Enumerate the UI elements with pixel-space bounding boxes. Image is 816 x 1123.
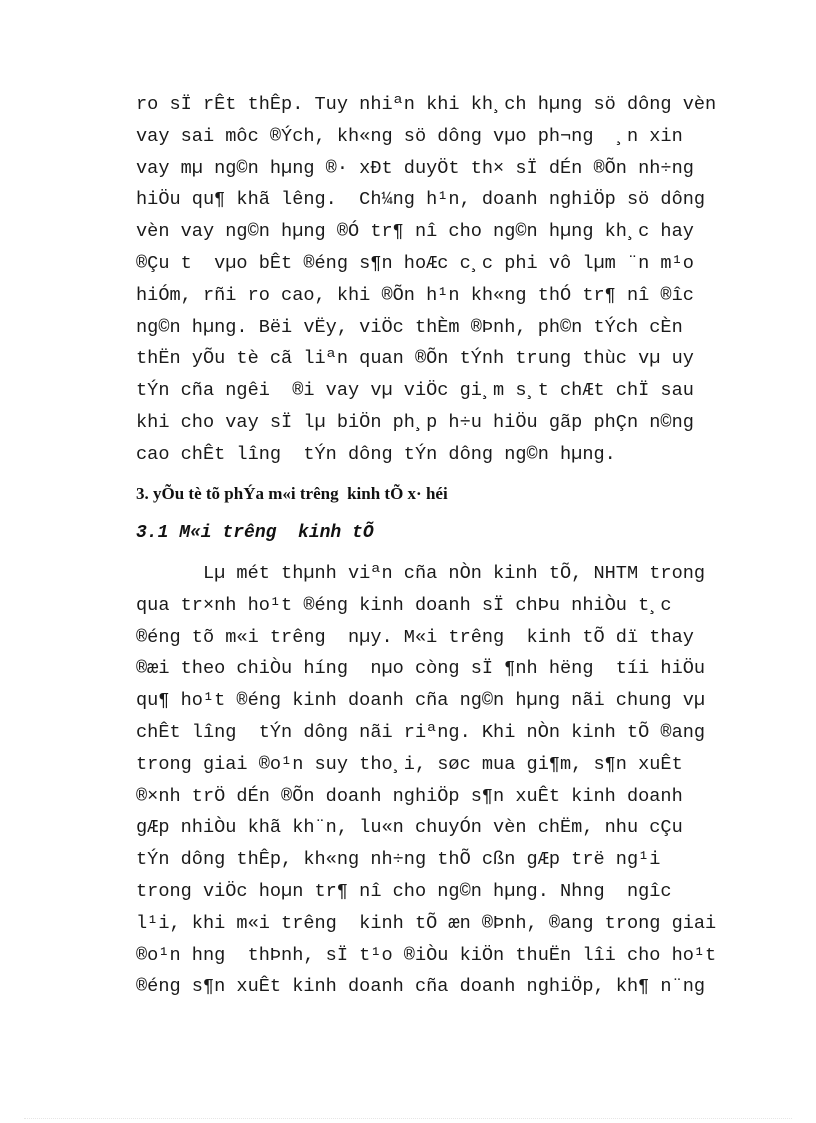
text-line: ng©n hµng. Bëi vËy, viÖc thÈm ®Þnh, ph©n tÝch cÈn — [136, 316, 683, 338]
text-line: qu¶ ho¹t ®éng kinh doanh cña ng©n hµng nãi chung vµ — [136, 690, 706, 712]
text-line: qua tr×nh ho¹t ®éng kinh doanh sÏ chÞu nhiÒu t¸c — [136, 594, 672, 616]
text-line: cao chÊt lîng tÝn dông tÝn dông ng©n hµng. — [136, 443, 616, 465]
text-line: l¹i, khi m«i trêng kinh tÕ æn ®Þnh, ®ang trong giai — [136, 912, 717, 934]
text-line: ®o¹n hng thÞnh, sÏ t¹o ®iÒu kiÖn thuËn lîi cho ho¹t — [136, 944, 717, 966]
text-line: Lµ mét thµnh viªn cña nÒn kinh tÕ, NHTM trong — [136, 563, 706, 584]
text-line: trong viÖc hoµn tr¶ nî cho ng©n hµng. Nhng ngîc — [136, 880, 672, 902]
text-line: vay sai môc ®Ých, kh«ng sö dông vµo ph¬ng ¸n xin — [136, 125, 683, 147]
text-line: ®éng s¶n xuÊt kinh doanh cña doanh nghiÖp, kh¶ n¨ng — [136, 976, 706, 998]
paragraph-credit-quality — [136, 89, 740, 471]
text-line: ro sÏ rÊt thÊp. Tuy nhiªn khi kh¸ch hµng sö dông vèn — [136, 94, 717, 115]
text-line: gÆp nhiÒu khã kh¨n, lu«n chuyÓn vèn chËm, nhu cÇu — [136, 817, 683, 839]
text-line: ®Çu t vµo bÊt ®éng s¶n hoÆc c¸c phi vô lµm ¨n m¹o — [136, 252, 694, 274]
text-line: ®éng tõ m«i trêng nµy. M«i trêng kinh tÕ dï thay — [136, 626, 694, 648]
text-line: vay mµ ng©n hµng ®· xÐt duyÖt th× sÏ dÉn ®Õn nh÷ng — [136, 157, 694, 179]
subsection-heading: 3.1 M«i trêng kinh tÕ — [136, 523, 374, 543]
text-line: ®æi theo chiÒu híng nµo còng sÏ ¶nh hëng tíi hiÖu — [136, 658, 706, 680]
text-line: hiÖu qu¶ khã lêng. Ch¼ng h¹n, doanh nghiÖp sö dông — [136, 189, 706, 211]
paragraph-economic-environment — [136, 558, 740, 1003]
text-line: trong giai ®o¹n suy tho¸i, søc mua gi¶m, s¶n xuÊt — [136, 753, 683, 775]
text-line: tÝn cña ngêi ®i vay vµ viÖc gi¸m s¸t chÆt chÏ sau — [136, 380, 694, 402]
text-line: vèn vay ng©n hµng ®Ó tr¶ nî cho ng©n hµng kh¸c hay — [136, 221, 694, 243]
text-line: chÊt lîng tÝn dông nãi riªng. Khi nÒn kinh tÕ ®ang — [136, 721, 706, 743]
section-heading: 3. yÕu tè tõ phÝa m«i trêng kinh tÕ x· héi — [136, 484, 448, 503]
text-line: tÝn dông thÊp, kh«ng nh÷ng thÕ cßn gÆp trë ng¹i — [136, 849, 661, 871]
text-line: khi cho vay sÏ lµ biÖn ph¸p h÷u hiÖu gãp phÇn n©ng — [136, 411, 694, 433]
text-line: hiÓm, rñi ro cao, khi ®Õn h¹n kh«ng thÓ tr¶ nî ®îc — [136, 284, 694, 306]
text-line: thËn yÕu tè cã liªn quan ®Õn tÝnh trung thùc vµ uy — [136, 348, 694, 370]
page-bottom-divider — [24, 1118, 792, 1119]
text-line: ®×nh trÖ dÉn ®Õn doanh nghiÖp s¶n xuÊt kinh doanh — [136, 785, 683, 807]
